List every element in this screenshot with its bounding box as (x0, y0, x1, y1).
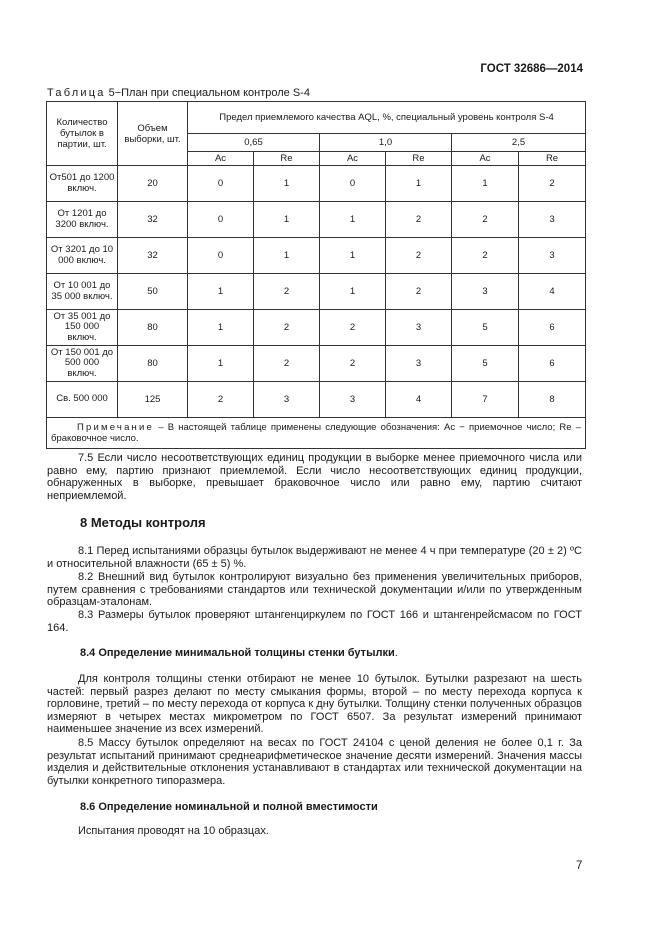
value-cell: 4 (386, 382, 452, 418)
aql-level-1: 1,0 (320, 134, 452, 152)
value-cell: 3 (254, 382, 320, 418)
value-cell: 1 (188, 274, 254, 310)
sampling-plan-table (46, 101, 586, 449)
table-caption (47, 87, 310, 99)
paragraph-8-5: 8.5 Массу бутылок определяют на весах по ГОСТ 24104 с ценой деления не более 0,1 г. За результат испытаний принимают среднеарифметическое значение десяти измерений. Значения массы изделия и действительные отклонения устанавливают в стандартах или технической документации на бутылки конкретного типоразмера. (47, 737, 582, 787)
value-cell: 3 (386, 310, 452, 346)
qty-cell: От 150 001 до 500 000 включ. (47, 346, 118, 382)
table-row (47, 382, 586, 418)
value-cell: 2 (188, 382, 254, 418)
table-row (47, 202, 586, 238)
value-cell: 3 (519, 238, 586, 274)
paragraph-8-4: Для контроля толщины стенки отбирают не менее 10 бутылок. Бутылки разрезают на шесть частей: первый разрез делают по месту смыкания формы, второй – по месту перехода корпуса к горловине, третий – по месту перехода от корпуса к дну бутылки. Толщину стенки полученных образцов измеряют в четырех местах микрометром по ГОСТ 6507. За результат измерений принимают наименьшее значение из всех измерений. (47, 673, 582, 736)
sample-cell: 80 (118, 346, 188, 382)
ac-header: Ac (188, 151, 254, 165)
subheading-8-4 (80, 647, 398, 659)
value-cell: 2 (254, 274, 320, 310)
value-cell: 5 (452, 310, 519, 346)
value-cell: 2 (519, 166, 586, 202)
value-cell: 1 (254, 202, 320, 238)
value-cell: 1 (386, 166, 452, 202)
value-cell: 3 (519, 202, 586, 238)
col-header-sample: Объем выборки, шт. (118, 102, 188, 166)
col-header-qty: Количество бутылок в партии, шт. (47, 102, 118, 166)
value-cell: 8 (519, 382, 586, 418)
table-row (47, 238, 586, 274)
subheading-8-6: 8.6 Определение номинальной и полной вместимости (80, 801, 378, 813)
value-cell: 0 (320, 166, 386, 202)
table-caption-text: 5−План при специальном контроле S-4 (108, 87, 310, 99)
sample-cell: 80 (118, 310, 188, 346)
re-header: Re (519, 151, 586, 165)
col-header-aql: Предел приемлемого качества AQL, %, специальный уровень контроля S-4 (188, 102, 586, 134)
table-note (47, 418, 586, 449)
document-header: ГОСТ 32686—2014 (480, 63, 583, 75)
table-row (47, 346, 586, 382)
qty-cell: От 10 001 до 35 000 включ. (47, 274, 118, 310)
table-row (47, 274, 586, 310)
table-note-row (47, 418, 586, 449)
qty-cell: От501 до 1200 включ. (47, 166, 118, 202)
value-cell: 2 (386, 202, 452, 238)
sample-cell: 20 (118, 166, 188, 202)
table-caption-prefix: Таблица (47, 87, 106, 99)
re-header: Re (254, 151, 320, 165)
table-row (47, 166, 586, 202)
value-cell: 5 (452, 346, 519, 382)
value-cell: 2 (452, 202, 519, 238)
paragraph-8-6: Испытания проводят на 10 образцах. (78, 825, 269, 837)
table-row (47, 310, 586, 346)
value-cell: 3 (386, 346, 452, 382)
value-cell: 6 (519, 310, 586, 346)
value-cell: 1 (320, 238, 386, 274)
value-cell: 0 (188, 166, 254, 202)
value-cell: 1 (452, 166, 519, 202)
qty-cell: От 1201 до 3200 включ. (47, 202, 118, 238)
table-note-prefix: Примечание (77, 422, 154, 433)
section-heading-8: 8 Методы контроля (80, 515, 206, 530)
value-cell: 0 (188, 238, 254, 274)
value-cell: 2 (386, 274, 452, 310)
value-cell: 1 (188, 346, 254, 382)
value-cell: 2 (254, 310, 320, 346)
value-cell: 0 (188, 202, 254, 238)
subheading-8-4-text: 8.4 Определение минимальной толщины стенки бутылки (80, 647, 395, 659)
value-cell: 2 (452, 238, 519, 274)
value-cell: 1 (188, 310, 254, 346)
table-note-text: – В настоящей таблице применены следующие обозначения: Ас − приемочное число; Re – браковочное число. (51, 422, 582, 444)
value-cell: 7 (452, 382, 519, 418)
aql-level-0: 0,65 (188, 134, 320, 152)
aql-level-2: 2,5 (452, 134, 586, 152)
ac-header: Ac (452, 151, 519, 165)
paragraph-8-2: 8.2 Внешний вид бутылок контролируют визуально без применения увеличительных приборов, путем сравнения с требованиями стандартов или технической документации и/или по утвержденным образцам-эталонам. (47, 571, 582, 609)
value-cell: 1 (254, 166, 320, 202)
paragraph-8-3: 8.3 Размеры бутылок проверяют штангенциркулем по ГОСТ 166 и штангенрейсмасом по ГОСТ 164. (47, 609, 582, 634)
qty-cell: От 3201 до 10 000 включ. (47, 238, 118, 274)
qty-cell: Св. 500 000 (47, 382, 118, 418)
value-cell: 2 (320, 310, 386, 346)
re-header: Re (386, 151, 452, 165)
paragraph-7-5: 7.5 Если число несоответствующих единиц продукции в выборке менее приемочного числа или равно ему, партию признают приемлемой. Если число несоответствующих единиц продукции, обнаруженных в выборке, превышает браковочное число или равно ему, партию считают неприемлемой. (47, 452, 582, 502)
value-cell: 1 (254, 238, 320, 274)
value-cell: 3 (452, 274, 519, 310)
qty-cell: От 35 001 до 150 000 включ. (47, 310, 118, 346)
value-cell: 1 (320, 274, 386, 310)
ac-header: Ac (320, 151, 386, 165)
value-cell: 1 (320, 202, 386, 238)
subheading-8-4-end: . (394, 647, 398, 659)
value-cell: 6 (519, 346, 586, 382)
value-cell: 2 (254, 346, 320, 382)
sample-cell: 32 (118, 238, 188, 274)
page-number: 7 (576, 860, 583, 872)
value-cell: 4 (519, 274, 586, 310)
paragraph-8-1: 8.1 Перед испытаниями образцы бутылок выдерживают не менее 4 ч при температуре (20 ± 2) ºС и относительной влажности (65 ± 5) %. (47, 545, 582, 570)
value-cell: 2 (320, 346, 386, 382)
sample-cell: 32 (118, 202, 188, 238)
value-cell: 2 (386, 238, 452, 274)
sample-cell: 125 (118, 382, 188, 418)
sample-cell: 50 (118, 274, 188, 310)
value-cell: 3 (320, 382, 386, 418)
